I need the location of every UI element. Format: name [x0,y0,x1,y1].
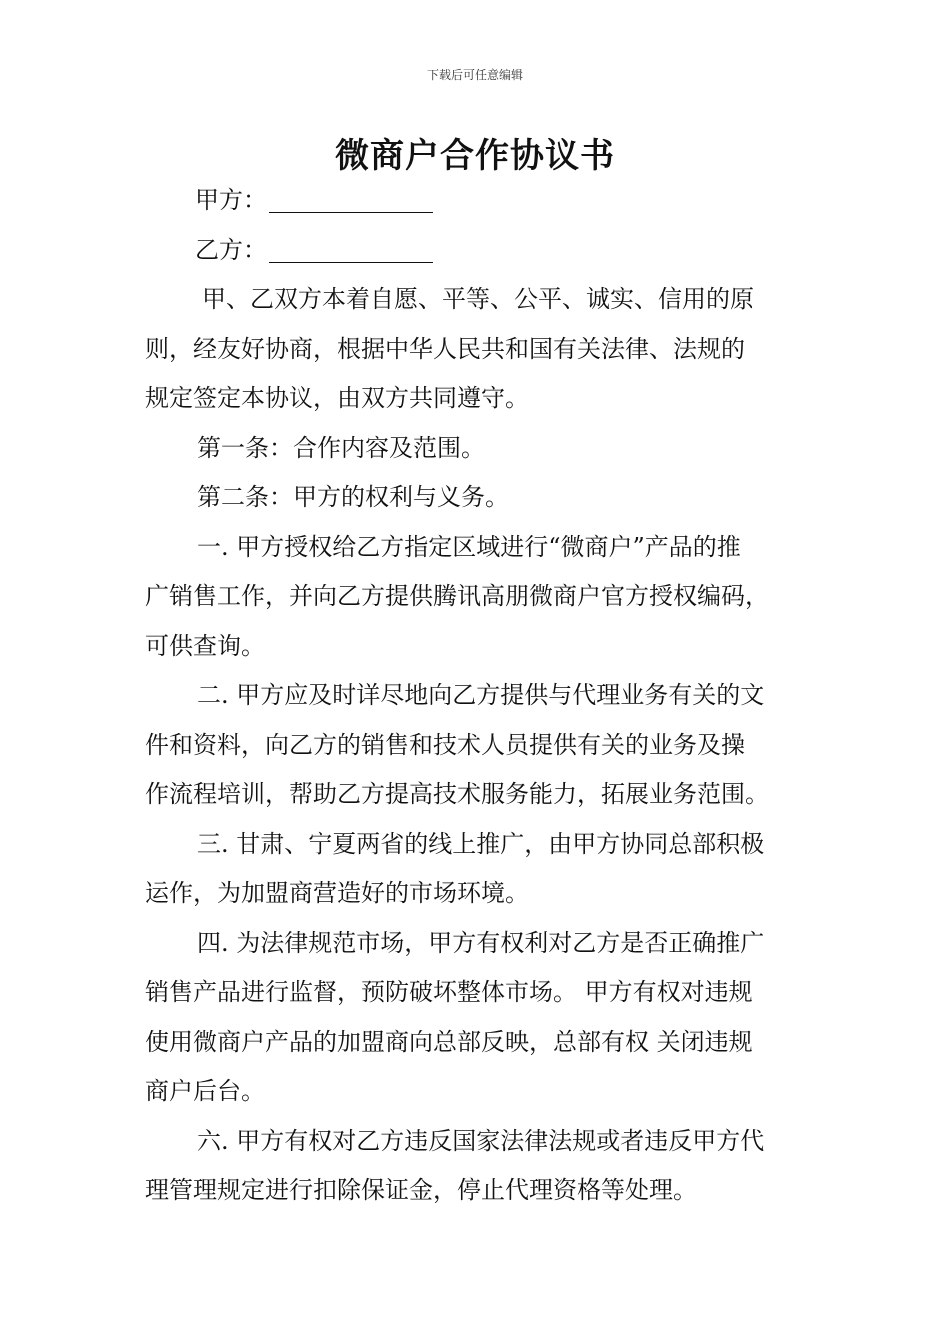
article-heading: 第二条：甲方的权利与义务。 [197,483,509,511]
paragraph-line: 则，经友好协商，根据中华人民共和国有关法律、法规的 [145,334,745,363]
party-b-blank [269,240,433,263]
paragraph-line: 二. 甲方应及时详尽地向乙方提供与代理业务有关的文 [197,681,765,709]
article-heading: 第一条：合作内容及范围。 [197,433,485,462]
paragraph-line: 广销售工作，并向乙方提供腾讯高朋微商户官方授权编码， [145,582,769,610]
paragraph-line: 规定签定本协议，由双方共同遵守。 [145,384,529,412]
document-title: 微商户合作协议书 [335,136,615,176]
party-b-label: 乙方： [195,235,267,264]
party-b-line [145,226,807,276]
paragraph-line: 理管理规定进行扣除保证金，停止代理资格等处理。 [145,1176,697,1204]
paragraph-line: 甲、乙双方本着自愿、平等、公平、诚实、信用的原 [202,285,754,313]
party-a-line [145,176,807,226]
paragraph-line: 使用微商户产品的加盟商向总部反映，总部有权 关闭违规 [145,1027,753,1056]
document-body [145,176,807,1216]
header-note: 下载后可任意编辑 [426,68,523,82]
party-a-blank [269,190,433,213]
paragraph-line: 运作，为加盟商营造好的市场环境。 [145,879,529,907]
party-a-label: 甲方： [195,186,267,214]
paragraph-line: 商户后台。 [145,1077,265,1105]
paragraph-line: 销售产品进行监督，预防破坏整体市场。 甲方有权对违规 [145,978,753,1006]
paragraph-line: 可供查询。 [145,631,265,660]
paragraph-line: 件和资料，向乙方的销售和技术人员提供有关的业务及操 [145,730,745,759]
paragraph-line: 四. 为法律规范市场，甲方有权利对乙方是否正确推广 [197,928,765,957]
paragraph-line: 六. 甲方有权对乙方违反国家法律法规或者违反甲方代 [197,1126,765,1155]
paragraph-line: 一. 甲方授权给乙方指定区域进行“微商户”产品的推 [197,532,741,561]
paragraph-line: 三. 甘肃、宁夏两省的线上推广，由甲方协同总部积极 [197,829,765,858]
paragraph-line: 作流程培训，帮助乙方提高技术服务能力，拓展业务范围。 [145,780,769,808]
